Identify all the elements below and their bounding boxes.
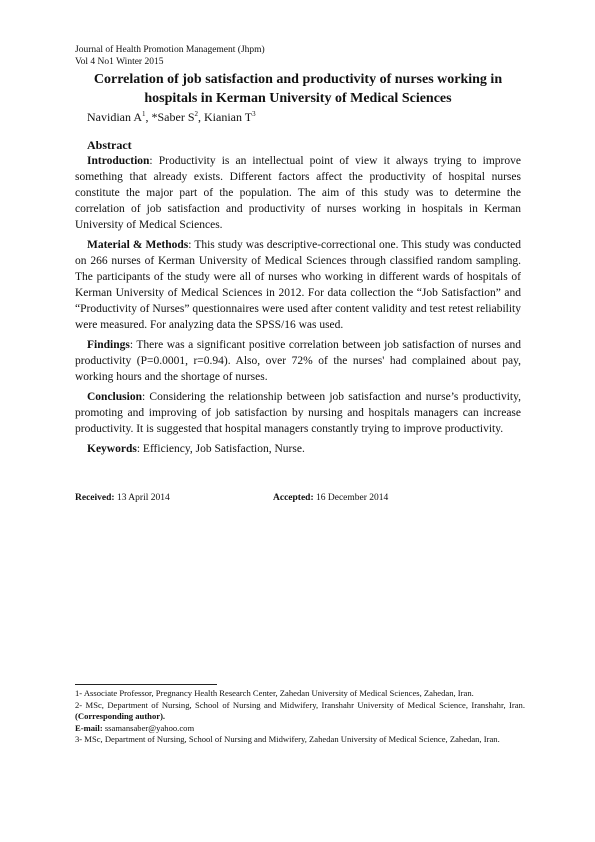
findings-label: Findings [87, 339, 130, 351]
paper-title [75, 70, 521, 108]
journal-header [75, 45, 265, 68]
accepted-label: Accepted: [273, 493, 314, 503]
received-label: Received: [75, 493, 115, 503]
email-label: E-mail: [75, 722, 103, 733]
accepted-date [273, 493, 388, 503]
footnote-1: 1- Associate Professor, Pregnancy Health Research Center, Zahedan University of Medical Sciences, Zahedan, Iran. [75, 688, 474, 698]
received-date [75, 493, 170, 503]
conclusion-label: Conclusion [87, 391, 142, 403]
journal-volume: Vol 4 No1 Winter 2015 [75, 56, 164, 67]
footnote-2 [75, 700, 525, 723]
email-address: ssamansaber@yahoo.com [102, 722, 195, 733]
introduction-label: Introduction [87, 155, 150, 167]
author-3-affiliation: 3 [252, 110, 256, 118]
author-1-affiliation: 1 [142, 110, 146, 118]
conclusion-paragraph [75, 389, 521, 437]
journal-name: Journal of Health Promotion Management (Jhpm) [75, 45, 265, 55]
introduction-text: : Productivity is an intellectual point of view it always trying to improve something that already exists. Different factors affect the productivity of hospital nurses constitute the major part of the population. The aim of this study was to determine the correlation of job satisfaction and productivity of nurses working in hospitals in Kerman University of Medical Sciences. [75, 155, 521, 231]
corresponding-author-note: (Corresponding author). [75, 711, 166, 721]
footnote-2-text: 2- MSc, Department of Nursing, School of Nursing and Midwifery, Iranshahr University of Medical Science, Iranshahr, Iran. [75, 699, 525, 710]
methods-paragraph [75, 237, 521, 333]
author-list [87, 110, 256, 125]
accepted-value: 16 December 2014 [313, 493, 389, 503]
author-2: , *Saber S [145, 110, 195, 124]
abstract-body [75, 153, 521, 461]
received-value: 13 April 2014 [114, 493, 170, 503]
keywords-label: Keywords [87, 443, 137, 455]
title-line-1: Correlation of job satisfaction and productivity of nurses working in [93, 72, 503, 87]
methods-label: Material & Methods [87, 239, 189, 251]
author-3: , Kianian T [198, 110, 253, 124]
footnotes [75, 688, 525, 746]
author-2-affiliation: 2 [194, 110, 198, 118]
footnote-3: 3- MSc, Department of Nursing, School of Nursing and Midwifery, Zahedan University of Medical Science, Zahedan, Iran. [75, 734, 500, 744]
methods-text: : This study was descriptive-correctional one. This study was conducted on 266 nurses of Kerman University of Medical Sciences through classified random sampling. The participants of the study were all of nurses who working in different wards of hospitals of Kerman University of Medical Sciences in 2012. For data collection the “Job Satisfaction” and “Productivity of Nurses” questionnaires were used after content validity and test retest reliability were measured. For analyzing data the SPSS/16 was used. [75, 239, 521, 331]
keywords-text: : Efficiency, Job Satisfaction, Nurse. [136, 443, 305, 455]
keywords-paragraph [75, 441, 521, 457]
findings-text: : There was a significant positive correlation between job satisfaction of nurses and productivity (P=0.0001, r=0.94). Also, over 72% of the nurses' had complained about pay, working hours and the shortage of nurses. [75, 339, 521, 383]
title-line-2: hospitals in Kerman University of Medical Sciences [144, 91, 452, 106]
abstract-heading: Abstract [87, 138, 132, 152]
footnote-divider [75, 684, 217, 685]
introduction-paragraph [75, 153, 521, 233]
conclusion-text: : Considering the relationship between job satisfaction and nurse’s productivity, promoting and improving of job satisfaction by nursing and hospitals managers can increase productivity. It is suggested that hospital managers constantly trying to improve productivity. [75, 391, 521, 435]
findings-paragraph [75, 337, 521, 385]
author-1: Navidian A [87, 110, 142, 124]
email-line [75, 723, 525, 735]
